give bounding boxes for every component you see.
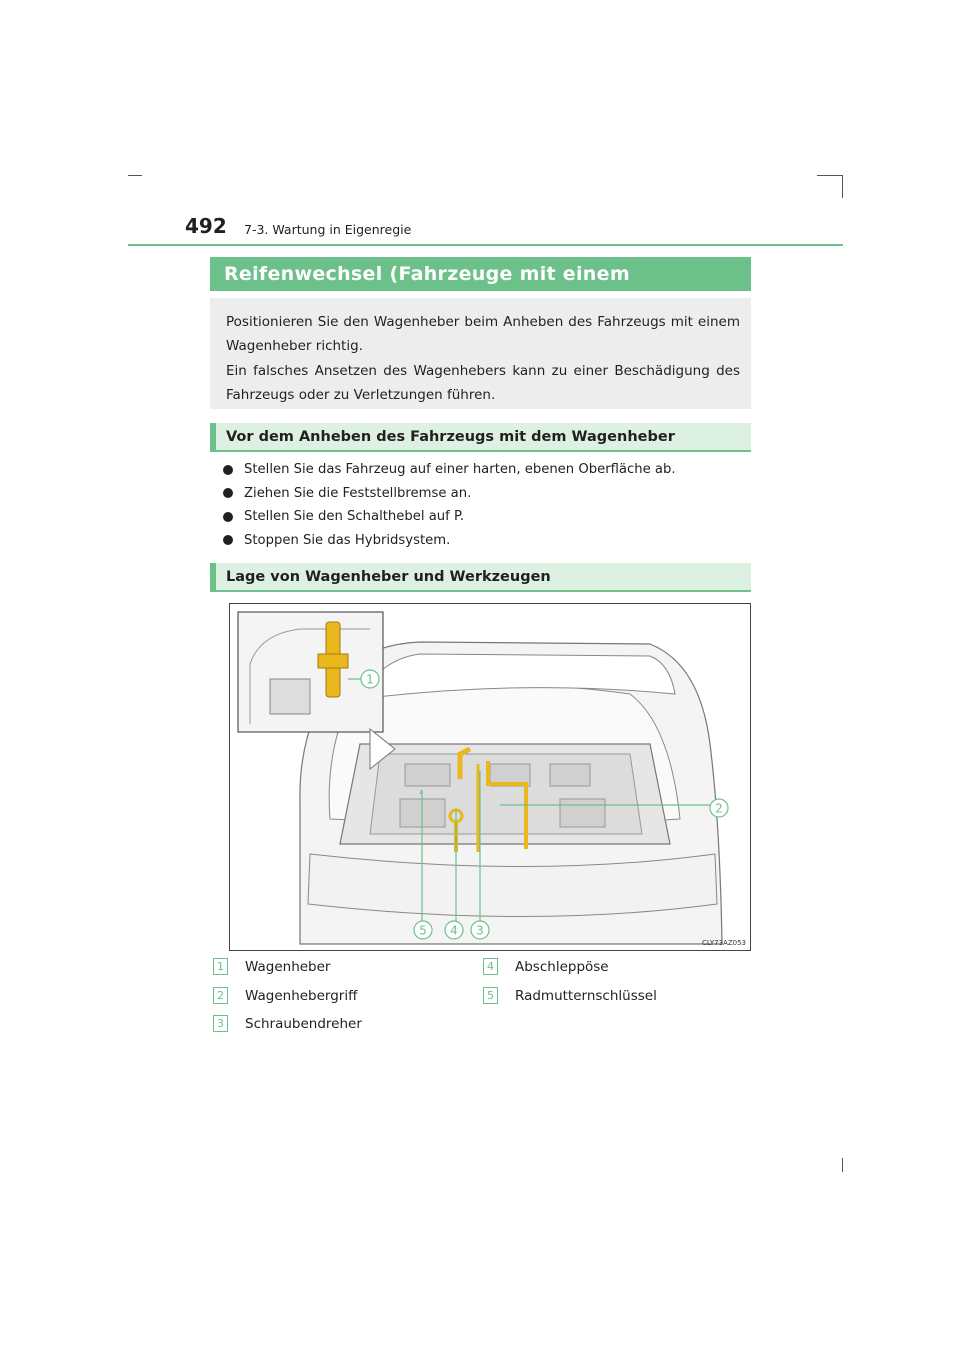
callout-5 <box>414 921 432 939</box>
intro-paragraph: Ein falsches Ansetzen des Wagenhebers kann zu einer Beschädigung des Fahrzeugs oder zu Verletzungen führen. <box>226 363 740 403</box>
figure-code: CLY73AZ053 <box>702 939 746 947</box>
bullet-icon <box>223 535 233 545</box>
trunk-drawing <box>230 604 750 950</box>
callout-3 <box>471 921 489 939</box>
legend-item <box>483 987 657 1004</box>
callout-2 <box>710 799 728 817</box>
legend-label: Wagenhebergriff <box>245 987 358 1004</box>
legend-item <box>213 987 357 1004</box>
page-number: 492 <box>185 214 227 238</box>
legend-number: 4 <box>483 958 498 975</box>
legend-number: 5 <box>483 987 498 1004</box>
callout-label: 3 <box>476 923 484 938</box>
legend-number: 1 <box>213 958 228 975</box>
legend-label: Wagenheber <box>245 958 331 975</box>
legend-label: Radmutternschlüssel <box>515 987 657 1004</box>
trunk-illustration <box>229 603 751 951</box>
main-heading: Reifenwechsel (Fahrzeuge mit einem <box>210 257 751 291</box>
intro-paragraph: Positionieren Sie den Wagenheber beim Anheben des Fahrzeugs mit einem Wagenheber richtig. <box>226 314 740 354</box>
callout-4 <box>445 921 463 939</box>
bullet-icon <box>223 465 233 475</box>
legend-number: 2 <box>213 987 228 1004</box>
callout-1 <box>361 670 379 688</box>
intro-box <box>210 298 751 409</box>
legend-number: 3 <box>213 1015 228 1032</box>
list-item <box>223 482 676 506</box>
list-item-text: Stellen Sie den Schalthebel auf P. <box>244 509 465 524</box>
legend-label: Abschleppöse <box>515 958 609 975</box>
callout-label: 1 <box>366 672 374 687</box>
list-item <box>223 458 676 482</box>
crop-mark <box>842 1158 843 1172</box>
legend-item <box>213 1015 362 1032</box>
legend-label: Schraubendreher <box>245 1015 362 1032</box>
bullet-icon <box>223 512 233 522</box>
legend-item <box>213 958 330 975</box>
legend-item <box>483 958 609 975</box>
list-item <box>223 529 676 553</box>
callout-label: 5 <box>419 923 427 938</box>
list-item-text: Stellen Sie das Fahrzeug auf einer harten, ebenen Oberfläche ab. <box>244 462 676 477</box>
section-title: 7-3. Wartung in Eigenregie <box>244 222 412 237</box>
list-item <box>223 505 676 529</box>
header-divider <box>128 244 843 246</box>
list-item-text: Stoppen Sie das Hybridsystem. <box>244 532 451 548</box>
subheading-tool-location: Lage von Wagenheber und Werkzeugen <box>210 563 751 592</box>
precaution-list <box>223 458 676 552</box>
crop-mark <box>128 175 142 176</box>
callout-label: 2 <box>715 801 723 816</box>
callout-label: 4 <box>450 923 458 938</box>
subheading-before-lifting: Vor dem Anheben des Fahrzeugs mit dem Wagenheber <box>210 423 751 452</box>
list-item-text: Ziehen Sie die Feststellbremse an. <box>244 485 472 501</box>
bullet-icon <box>223 488 233 498</box>
crop-mark <box>842 175 843 198</box>
crop-mark <box>817 175 843 176</box>
